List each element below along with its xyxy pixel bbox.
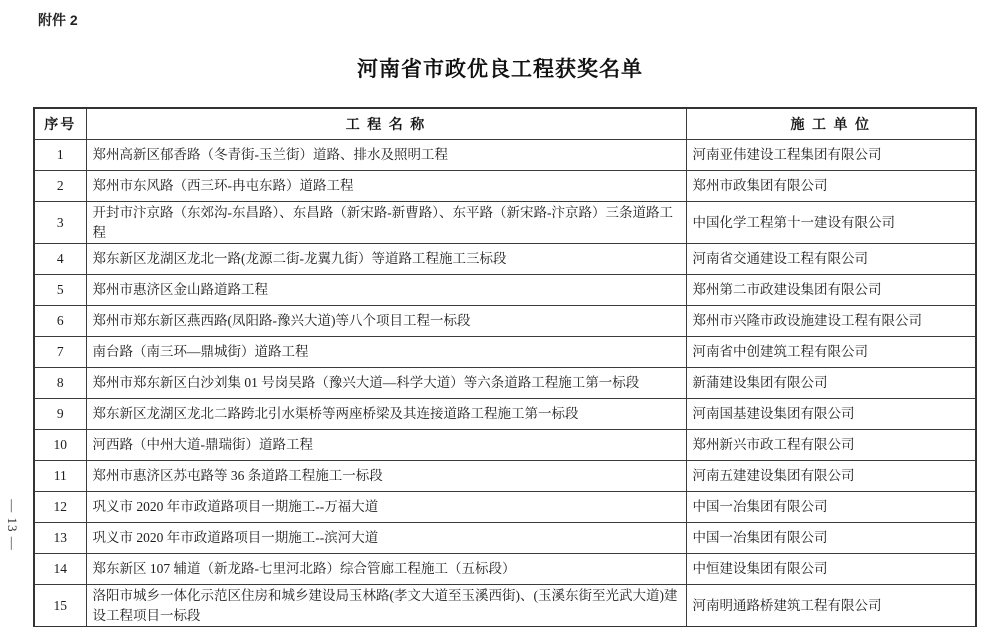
company-cell: 河南国基建设集团有限公司 [686, 399, 976, 430]
table-row [34, 306, 976, 337]
project-name-cell: 郑州市郑东新区燕西路(凤阳路-豫兴大道)等八个项目工程一标段 [86, 306, 686, 337]
project-name-cell: 郑东新区 107 辅道（新龙路-七里河北路）综合管廊工程施工（五标段） [86, 554, 686, 585]
table-header-row [34, 108, 976, 140]
company-cell: 中国一冶集团有限公司 [686, 492, 976, 523]
table-row [34, 554, 976, 585]
table-row [34, 368, 976, 399]
row-index-cell: 8 [34, 368, 86, 399]
project-name-cell: 开封市汴京路（东郊沟-东昌路）、东昌路（新宋路-新曹路）、东平路（新宋路-汴京路）三条道路工程 [86, 202, 686, 244]
table-row [34, 202, 976, 244]
company-cell: 郑州第二市政建设集团有限公司 [686, 275, 976, 306]
table-row [34, 140, 976, 171]
table-row [34, 337, 976, 368]
table-row [34, 492, 976, 523]
company-cell: 中国化学工程第十一建设有限公司 [686, 202, 976, 244]
attachment-label: 附件 2 [38, 12, 78, 28]
project-name-cell: 郑东新区龙湖区龙北二路跨北引水渠桥等两座桥梁及其连接道路工程施工第一标段 [86, 399, 686, 430]
company-cell: 河南明通路桥建筑工程有限公司 [686, 585, 976, 627]
table-row [34, 171, 976, 202]
company-cell: 郑州市政集团有限公司 [686, 171, 976, 202]
page-number: — 13 — [5, 499, 20, 551]
table-row [34, 430, 976, 461]
table-row [34, 585, 976, 627]
project-name-cell: 洛阳市城乡一体化示范区住房和城乡建设局玉林路(孝文大道至玉溪西街)、(玉溪东街至光武大道)建设工程项目一标段 [86, 585, 686, 627]
row-index-cell: 2 [34, 171, 86, 202]
table-row [34, 399, 976, 430]
project-name-cell: 巩义市 2020 年市政道路项目一期施工--滨河大道 [86, 523, 686, 554]
company-cell: 河南亚伟建设工程集团有限公司 [686, 140, 976, 171]
project-name-cell: 郑东新区龙湖区龙北一路(龙源二街-龙翼九街）等道路工程施工三标段 [86, 244, 686, 275]
table-row [34, 244, 976, 275]
company-cell: 新蒲建设集团有限公司 [686, 368, 976, 399]
company-cell: 中恒建设集团有限公司 [686, 554, 976, 585]
project-name-cell: 郑州市惠济区苏屯路等 36 条道路工程施工一标段 [86, 461, 686, 492]
company-cell: 中国一冶集团有限公司 [686, 523, 976, 554]
col-header-company: 施 工 单 位 [686, 108, 976, 140]
row-index-cell: 4 [34, 244, 86, 275]
company-cell: 河南省交通建设工程有限公司 [686, 244, 976, 275]
row-index-cell: 14 [34, 554, 86, 585]
row-index-cell: 3 [34, 202, 86, 244]
awards-table [33, 107, 977, 627]
project-name-cell: 郑州市郑东新区白沙刘集 01 号岗吴路（豫兴大道—科学大道）等六条道路工程施工第一标段 [86, 368, 686, 399]
company-cell: 郑州市兴隆市政设施建设工程有限公司 [686, 306, 976, 337]
table-row [34, 461, 976, 492]
table-body [34, 140, 976, 627]
company-cell: 郑州新兴市政工程有限公司 [686, 430, 976, 461]
row-index-cell: 7 [34, 337, 86, 368]
col-header-index: 序号 [34, 108, 86, 140]
table-row [34, 275, 976, 306]
row-index-cell: 9 [34, 399, 86, 430]
project-name-cell: 巩义市 2020 年市政道路项目一期施工--万福大道 [86, 492, 686, 523]
project-name-cell: 河西路（中州大道-鼎瑞街）道路工程 [86, 430, 686, 461]
row-index-cell: 13 [34, 523, 86, 554]
company-cell: 河南五建建设集团有限公司 [686, 461, 976, 492]
page-title: 河南省市政优良工程获奖名单 [357, 58, 643, 81]
row-index-cell: 6 [34, 306, 86, 337]
company-cell: 河南省中创建筑工程有限公司 [686, 337, 976, 368]
project-name-cell: 南台路（南三环—鼎城街）道路工程 [86, 337, 686, 368]
project-name-cell: 郑州市东风路（西三环-冉屯东路）道路工程 [86, 171, 686, 202]
row-index-cell: 12 [34, 492, 86, 523]
row-index-cell: 1 [34, 140, 86, 171]
project-name-cell: 郑州市惠济区金山路道路工程 [86, 275, 686, 306]
project-name-cell: 郑州高新区郁香路（冬青街-玉兰街）道路、排水及照明工程 [86, 140, 686, 171]
row-index-cell: 5 [34, 275, 86, 306]
col-header-project: 工 程 名 称 [86, 108, 686, 140]
row-index-cell: 15 [34, 585, 86, 627]
row-index-cell: 11 [34, 461, 86, 492]
row-index-cell: 10 [34, 430, 86, 461]
table-row [34, 523, 976, 554]
